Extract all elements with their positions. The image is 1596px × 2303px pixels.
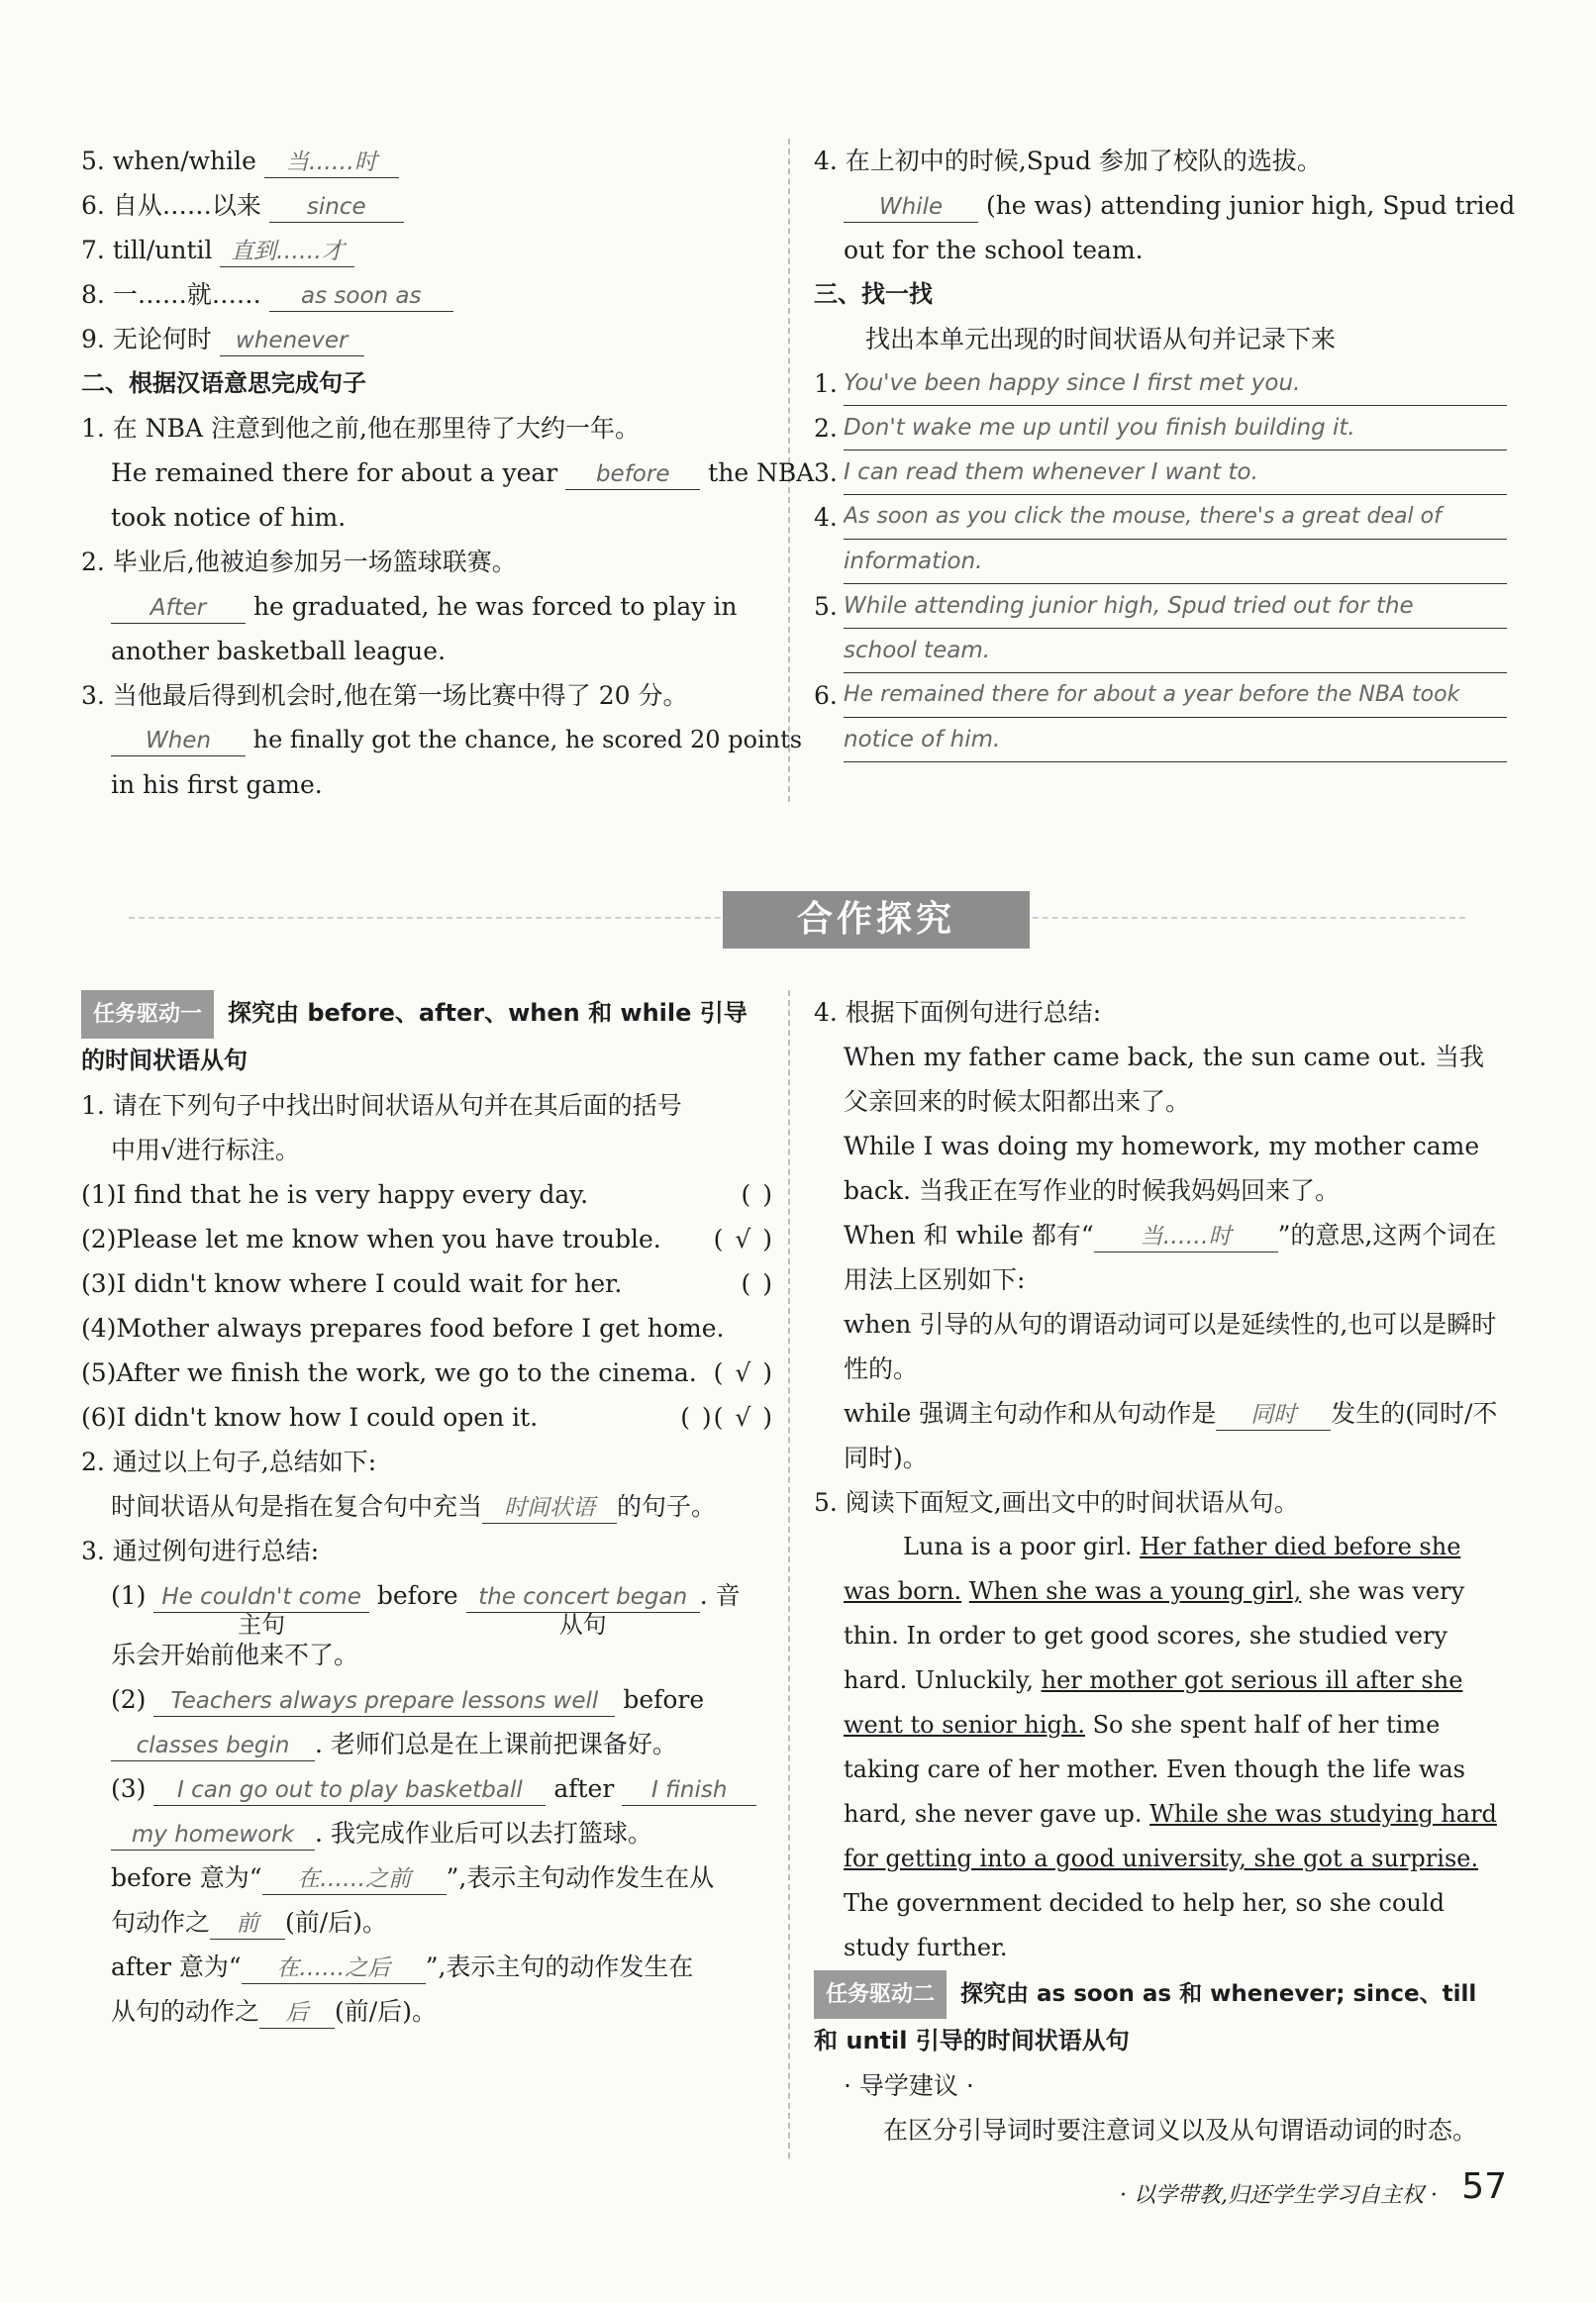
- usage-paragraph: when 引导的从句的谓语动词可以是延续性的,也可以是瞬时性的。: [844, 1310, 1497, 1383]
- sentence-en-cont: took notice of him.: [111, 503, 347, 532]
- page-number: 57: [1461, 2166, 1507, 2207]
- sentence-en: When he finally got the chance, he scored 20 points: [81, 718, 774, 762]
- section-banner: [129, 871, 1465, 960]
- find-item: 2. Don't wake me up until you finish building it.: [814, 406, 1507, 451]
- section-3-title: 三、找一找: [814, 280, 933, 308]
- task-1-heading-cont: 的时间状语从句: [81, 1047, 248, 1074]
- task-1-section: 任务驱动一 探究由 before、after、when 和 while 引导 的时间状语从句 1. 请在下列句子中找出时间状语从句并在其后面的括号 中用√进行标注。 (1)I find that he is very happy every day. ( ) (2)Please let me know when you have trouble. ( √ ) (3)I didn't know where I could wait for her. ( ) (4)Mother always prepares food before I get home. ( √ ) (5)After we finish the work, we go to the cinema. ( √ ) (6)I didn't know how I could open it. ( ) 2. 通过以上句子,总结如下: 时间状语从句是指在复合句中充当 时间状语 的句子。 3. 通过例句进行总结: (1) He couldn't come 主句 before the concert began 从句 . 音 乐会开始前他来不了。 (2) Teachers always prepare lessons well before classes begin . 老师们总是在上课前把课备好。 (3) I can go out to play basketball after I finish my homework . 我完成作业后可以去打篮球。 before 意为“ 在……之前 ”,表示主句动作发生在从 句动作之 前 (前/后)。 after 意为“ 在……之后 ”,表示主句的动作发生在 从句的动作之 后 (前/后)。: [81, 990, 774, 2034]
- find-item: 1. You've been happy since I first met you.: [814, 361, 1507, 406]
- q4-summary-title: 4. 根据下面例句进行总结:: [814, 998, 1102, 1027]
- example-paragraph: When my father came back, the sun came out. 当我父亲回来的时候太阳都出来了。: [844, 1043, 1485, 1116]
- q2-summary: 时间状语从句是指在复合句中充当 时间状语 的句子。: [81, 1484, 774, 1529]
- q3-text: 3. 通过例句进行总结:: [81, 1537, 320, 1565]
- vocab-item: 8. 一……就…… as soon as: [81, 272, 774, 317]
- answer-blank: After: [111, 593, 246, 624]
- find-section: [814, 139, 1516, 762]
- mark-item: (3)I didn't know where I could wait for her. ( ): [81, 1269, 774, 1298]
- guide-text: 在区分引导词时要注意词义以及从句谓语动词的时态。: [883, 2116, 1478, 2145]
- sentence-en: After he graduated, he was forced to play in: [81, 584, 774, 629]
- task-2-heading-cont: 和 until 引导的时间状语从句: [814, 2027, 1130, 2054]
- example-paragraph: While I was doing my homework, my mother came back. 当我正在写作业的时候我妈妈回来了。: [844, 1132, 1480, 1205]
- sentence-cn: 2. 毕业后,他被迫参加另一场篮球联赛。: [81, 548, 517, 576]
- q4-en: While (he was) attending junior high, Spud tried: [814, 183, 1507, 228]
- find-item: 4. As soon as you click the mouse, there's a great deal of information.: [814, 495, 1507, 584]
- before-summary: before 意为“ 在……之前 ”,表示主句动作发生在从: [81, 1855, 774, 1900]
- section-3-instruction: 找出本单元出现的时间状语从句并记录下来: [865, 325, 1337, 353]
- task-badge: 任务驱动一: [81, 990, 214, 1039]
- vocab-item: 6. 自从……以来 since: [81, 183, 774, 228]
- vocab-item: 7. till/until 直到……才: [81, 228, 774, 272]
- guide-title: · 导学建议 ·: [844, 2071, 974, 2100]
- sentence-en-cont: in his first game.: [111, 770, 323, 799]
- mark-item: (6)I didn't know how I could open it. ( ): [81, 1403, 714, 1432]
- answer-blank: 直到……才: [220, 237, 354, 267]
- find-item: 6. He remained there for about a year before the NBA took notice of him.: [814, 673, 1507, 762]
- vocab-section: [81, 139, 815, 807]
- example-2-cont: classes begin . 老师们总是在上课前把课备好。: [81, 1722, 774, 1766]
- mark-item: (1)I find that he is very happy every day. ( ): [81, 1180, 774, 1209]
- answer-blank: When: [111, 726, 246, 756]
- example-3: (3) I can go out to play basketball after I finish: [81, 1766, 774, 1811]
- find-item: 5. While attending junior high, Spud tried out for the school team.: [814, 584, 1507, 673]
- answer-blank: as soon as: [269, 281, 453, 312]
- banner-title: 合作探究: [723, 891, 1030, 949]
- q5-title: 5. 阅读下面短文,画出文中的时间状语从句。: [814, 1488, 1299, 1517]
- before-summary-cont: 句动作之 前 (前/后)。: [81, 1900, 774, 1945]
- after-summary: after 意为“ 在……之后 ”,表示主句的动作发生在: [81, 1945, 774, 1989]
- mark-item: (5)After we finish the work, we go to the cinema.: [81, 1358, 697, 1387]
- q1-text: 1. 请在下列句子中找出时间状语从句并在其后面的括号: [81, 1091, 682, 1120]
- vocab-item: 5. when/while 当……时: [81, 139, 774, 183]
- answer-blank: 当……时: [264, 148, 399, 178]
- answer-blank: since: [269, 192, 404, 223]
- answer-blank: whenever: [220, 326, 364, 356]
- q4-en-cont: out for the school team.: [844, 236, 1144, 264]
- usage-paragraph: When 和 while 都有“ 当……时 ”的意思,这两个词在用法上区别如下:: [844, 1221, 1497, 1294]
- sentence-cn: 1. 在 NBA 注意到他之前,他在那里待了大约一年。: [81, 414, 640, 443]
- task-2-heading: 任务驱动二 探究由 as soon as 和 whenever; since、till: [814, 1970, 1507, 2019]
- sentence-en: He remained there for about a year before the NBA: [81, 451, 774, 495]
- q4-cn: 4. 在上初中的时候,Spud 参加了校队的选拔。: [814, 147, 1322, 175]
- vocab-item: 9. 无论何时 whenever: [81, 317, 774, 361]
- usage-paragraph: while 强调主句动作和从句动作是 同时 发生的(同时/不同时)。: [844, 1399, 1498, 1472]
- mark-item: (2)Please let me know when you have trouble. ( √ ): [81, 1225, 774, 1253]
- summary-section: [814, 990, 1507, 2153]
- answer-blank: While: [844, 192, 978, 223]
- column-divider-bottom: [788, 990, 790, 2158]
- sentence-en-cont: another basketball league.: [111, 637, 447, 665]
- example-2: (2) Teachers always prepare lessons well before: [81, 1677, 774, 1722]
- answer-blank: before: [565, 459, 700, 490]
- q1-text-cont: 中用√进行标注。: [111, 1136, 300, 1164]
- q2-text: 2. 通过以上句子,总结如下:: [81, 1448, 377, 1476]
- sentence-cn: 3. 当他最后得到机会时,他在第一场比赛中得了 20 分。: [81, 681, 688, 710]
- task-badge: 任务驱动二: [814, 1970, 947, 2019]
- section-2-title: 二、根据汉语意思完成句子: [81, 369, 366, 397]
- task-1-heading: 任务驱动一 探究由 before、after、when 和 while 引导: [81, 990, 774, 1039]
- example-1-cn: 乐会开始前他来不了。: [111, 1641, 359, 1669]
- passage: Luna is a poor girl. Her father died before she was born. When she was a young girl, she was very thin. In order to get good scores, she studied very hard. Unluckily, her mother got serious ill after she went to senior high. So she spent half of her time taking care of her mother. Even though the life was hard, she never gave up. While she was studying hard for getting into a good university, she got a surprise. The government decided to help her, so she could study further.: [844, 1533, 1497, 1961]
- answer-blank: 时间状语: [482, 1493, 617, 1524]
- after-summary-cont: 从句的动作之 后 (前/后)。: [81, 1989, 774, 2034]
- footer-slogan: · 以学带教,归还学生学习自主权 ·: [1120, 2183, 1438, 2208]
- example-1: (1) He couldn't come 主句 before the concert began 从句 . 音: [111, 1581, 741, 1639]
- find-item: 3. I can read them whenever I want to.: [814, 451, 1507, 495]
- example-3-cont: my homework . 我完成作业后可以去打篮球。: [81, 1811, 774, 1855]
- mark-item: (4)Mother always prepares food before I get home.: [81, 1314, 725, 1343]
